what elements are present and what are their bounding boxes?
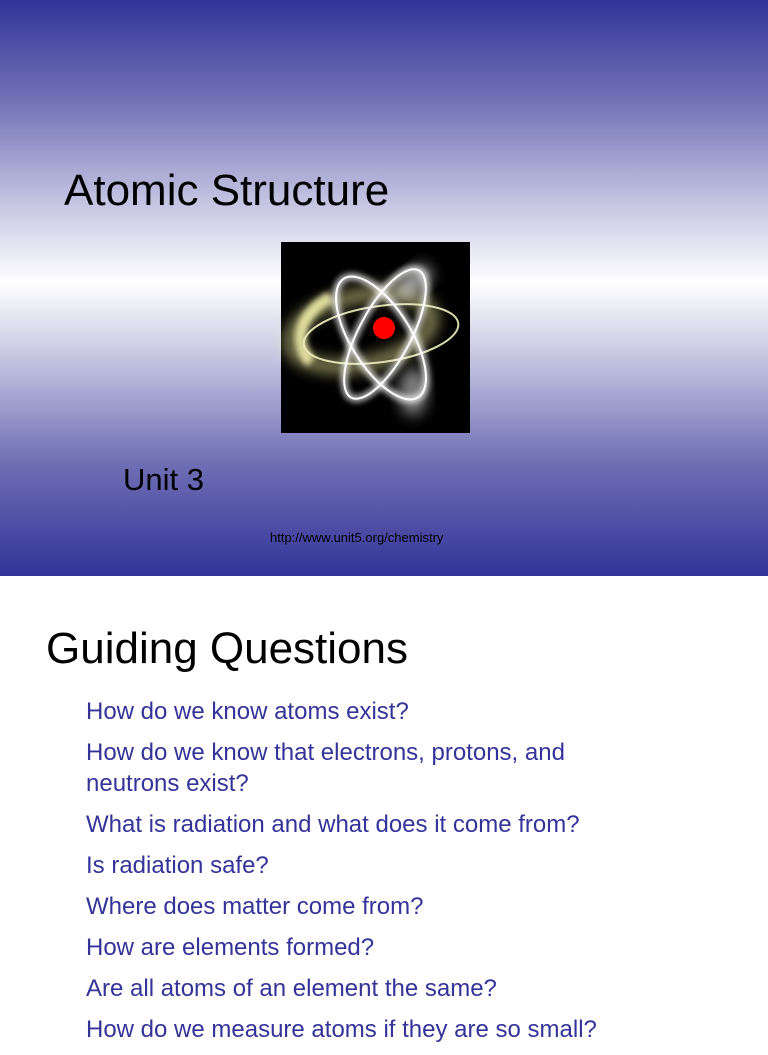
slide-title: Atomic Structure — [64, 166, 390, 215]
question-list — [86, 696, 646, 1055]
orbit-highlight-2 — [399, 368, 427, 416]
list-item: How are elements formed? — [86, 934, 375, 961]
slide-subtitle: Unit 3 — [123, 462, 204, 497]
list-item: How do we know atoms exist? — [86, 698, 409, 725]
list-item: Are all atoms of an element the same? — [86, 975, 497, 1002]
nucleus-icon — [373, 317, 395, 339]
list-item: Where does matter come from? — [86, 893, 424, 920]
source-url: http://www.unit5.org/chemistry — [270, 530, 444, 545]
slide-title: Guiding Questions — [46, 624, 408, 673]
atom-icon — [281, 242, 470, 433]
list-item: What is radiation and what does it come from? — [86, 811, 580, 838]
list-item: Is radiation safe? — [86, 852, 269, 879]
atom-image — [281, 242, 470, 433]
list-item: How do we know that electrons, protons, and neutrons exist? — [86, 739, 565, 797]
guiding-questions-slide — [0, 576, 768, 1043]
list-item: How do we measure atoms if they are so small? — [86, 1016, 597, 1043]
